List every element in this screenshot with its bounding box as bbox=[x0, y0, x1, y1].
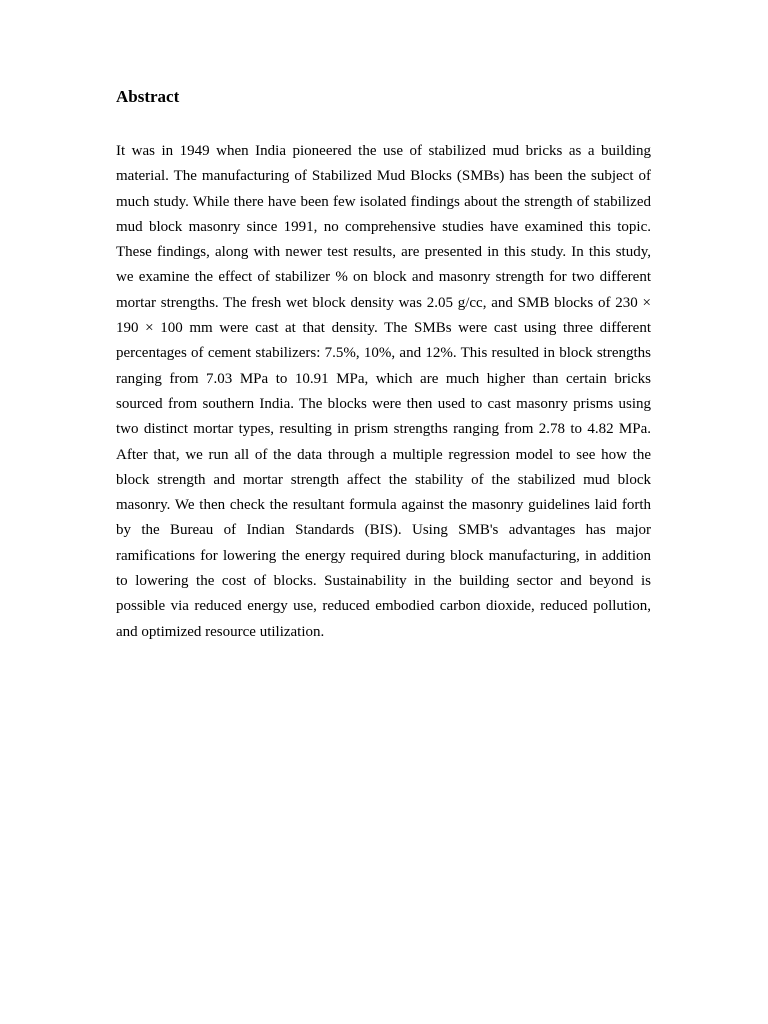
abstract-heading: Abstract bbox=[116, 87, 180, 106]
abstract-paragraph: It was in 1949 when India pioneered the use of stabilized mud bricks as a building material. The manufacturing of Stabilized Mud Blocks (SMBs) has been the subject of much study. While there have been few isolated findings about the strength of stabilized mud block masonry since 1991, no comprehensive studies have examined this topic. These findings, along with newer test results, are presented in this study. In this study, we examine the effect of stabilizer % on block and masonry strength for two different mortar strengths. The fresh wet block density was 2.05 g/cc, and SMB blocks of 230 × 190 × 100 mm were cast at that density. The SMBs were cast using three different percentages of cement stabilizers: 7.5%, 10%, and 12%. This resulted in block strengths ranging from 7.03 MPa to 10.91 MPa, which are much higher than certain bricks sourced from southern India. The blocks were then used to cast masonry prisms using two distinct mortar types, resulting in prism strengths ranging from 2.78 to 4.82 MPa. After that, we run all of the data through a multiple regression model to see how the block strength and mortar strength affect the stability of the stabilized mud block masonry. We then check the resultant formula against the masonry guidelines laid forth by the Bureau of Indian Standards (BIS). Using SMB's advantages has major ramifications for lowering the energy required during block manufacturing, in addition to lowering the cost of blocks. Sustainability in the building sector and beyond is possible via reduced energy use, reduced embodied carbon dioxide, reduced pollution, and optimized resource utilization. bbox=[116, 143, 651, 640]
